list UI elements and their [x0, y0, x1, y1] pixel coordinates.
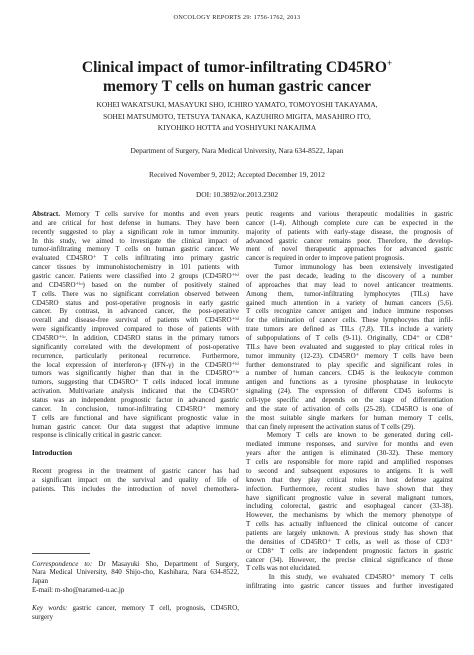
body-line: the most suitable single markers for human memory T cells, [246, 413, 453, 422]
body-line: to second and subsequent exposures to antigens. It is well [246, 466, 453, 475]
body-line: infiltrating into gastric cancer tissues and further investigated [246, 582, 453, 591]
body-line: known that they play critical roles in host defense against [246, 475, 453, 484]
correspondence-line: Correspondence to: Dr Masayuki Sho, Department of Surgery, [32, 559, 239, 568]
left-column [32, 210, 239, 622]
abstract-line: CD45RO⁺ˡᵒ. In addition, CD45RO status in the primary tumors [32, 334, 239, 343]
body-line: Tumor immunology has been extensively investigated [246, 263, 453, 272]
title-superscript: + [386, 57, 393, 68]
abstract-line: status was an independent prognostic factor in advanced gastric [32, 396, 239, 405]
body-line: majority of patients with early-stage disease, the prognosis of [246, 227, 453, 236]
abstract [32, 210, 239, 440]
abstract-line: evaluated CD45RO⁺ T cells infiltrating into primary gastric [32, 254, 239, 263]
abstract-line: overall and disease-free survival of patients with CD45RO⁺ʰⁱ [32, 316, 239, 325]
abstract-line: cancer. By contrast, in advanced cancer, the post-operative [32, 307, 239, 316]
body-line: a number of human cancers. CD45 is the leukocyte common [246, 369, 453, 378]
correspondence-line: Japan [32, 577, 49, 586]
body-line: gained much attention in a variety of human cancers (5,6). [246, 298, 453, 307]
introduction-text [32, 467, 239, 494]
abstract-line: Abstract. Memory T cells survive for months and even years [32, 210, 239, 218]
keywords-label: Key words: [32, 603, 68, 612]
abstract-line: tumors was significantly higher than that in the CD45RO⁺ˡᵒ [32, 369, 239, 378]
body-line: years after the antigen is eliminated (30-32). These memory [246, 449, 453, 458]
body-line: mediated immune responses, and survive for months and even [246, 440, 453, 449]
body-line: including colorectal, gastric and esophageal cancer (33-38). [246, 502, 453, 511]
body-line: tumor immunity (12-23). CD45RO⁺ memory T cells have been [246, 351, 453, 360]
body-line: In this study, we evaluated CD45RO⁺ memory T cells [246, 573, 453, 582]
abstract-line: human gastric cancer. Our data suggest that adaptive immune [32, 422, 239, 431]
body-line: or CD8⁺ T cells are independent prognostic factors in gastric [246, 546, 453, 555]
abstract-line: cancer. In conclusion, tumor-infiltrating CD45RO⁺ memory [32, 404, 239, 413]
body-line: Memory T cells are known to be generated during cell- [246, 431, 453, 440]
body-line: advanced gastric cancer remains poor. Therefore, the develop- [246, 236, 453, 245]
body-line: have significant prognostic value in several malignant tumors, [246, 493, 453, 502]
body-line: T cells has actually influenced the clinical outcome of cancer [246, 520, 453, 529]
correspondence-line: Nara Medical University, 840 Shijo-cho, Kashihara, Nara 634-8522, [32, 568, 239, 577]
body-line: cancer (34). However, the precise clinical significance of those [246, 555, 453, 564]
body-line: T cells are responsible for more rapid and amplified responses [246, 458, 453, 467]
body-line: antigen and functions as a tyrosine phosphatase in leukocyte [246, 378, 453, 387]
body-line: that can finely represent the activation status of T cells (29). [246, 422, 416, 431]
doi: DOI: 10.3892/or.2013.2302 [195, 190, 279, 199]
correspondence-footnote [32, 560, 239, 595]
body-line: infection. Furthermore, recent studies have shown that they [246, 484, 453, 493]
abstract-line: CD45RO status and post-operative prognosis in early gastric [32, 298, 239, 307]
footnote-rule [32, 553, 90, 554]
body-line: peutic reagents and various therapeutic modalities in gastric [246, 210, 453, 218]
abstract-line: T cells are functional and have significant prognostic value in [32, 413, 239, 422]
abstract-line: In this study, we aimed to investigate the clinical impact of [32, 236, 239, 245]
abstract-line: response is clinically critical in gastric cancer. [32, 431, 162, 440]
body-line: cell-type specific and depends on the stage of differentiation [246, 396, 453, 405]
body-line: cancer (1-4). Although complete cure can be expected in the [246, 218, 453, 227]
abstract-label: Abstract. [32, 210, 60, 218]
abstract-line: recurrence, particularly peritoneal recurrence. Furthermore, [32, 351, 239, 360]
body-line: trate tumors are defined as TILs (7,8). TILs include a variety [246, 325, 453, 334]
body-line: signaling (24). The expression of different CD45 isoforms is [246, 387, 453, 396]
affiliation: Department of Surgery, Nara Medical University, Nara 634-8522, Japan [130, 146, 344, 155]
abstract-line: the local expression of interferon-γ (IFN-γ) in the CD45RO⁺ʰⁱ [32, 360, 239, 369]
body-line: of approaches that may lead to novel anticancer treatments. [246, 280, 453, 289]
body-line: for the elimination of cancer cells. These lymphocytes that infil- [246, 316, 453, 325]
author-line: KOHEI WAKATSUKI, MASAYUKI SHO, ICHIRO YAMATO, TOMOYOSHI TAKAYAMA, [96, 100, 378, 109]
author-line: KIYOHIKO HOTTA and YOSHIYUKI NAKAJIMA [157, 123, 317, 133]
abstract-line: and are critical for host defense in humans. They have been [32, 218, 239, 227]
body-line: and the state of activation of cells (25-28). CD45RO is one of [246, 404, 453, 413]
title-line-2: memory T cells on human gastric cancer [102, 78, 372, 95]
abstract-line: were significantly improved compared to those of patients with [32, 325, 239, 334]
author-list [25, 99, 449, 134]
email-line: E-mail: m-sho@naramed-u.ac.jp [32, 586, 125, 595]
body-line: further demonstrated to play specific and significant roles in [246, 360, 453, 369]
body-line: However, the mechanisms by which the memory phenotype of [246, 511, 453, 520]
author-line: SOHEI MATSUMOTO, TETSUYA TANAKA, KAZUHIRO MIGITA, MASAHIRO ITO, [103, 111, 371, 121]
intro-line: patients. This includes the introduction of novel chemothera- [32, 484, 239, 493]
abstract-line: recently suggested to play a significant role in tumor immunity. [32, 227, 239, 236]
received-accepted-dates: Received November 9, 2012; Accepted December 19, 2012 [149, 170, 325, 179]
body-line: cancer is required in order to improve patient prognosis. [246, 254, 405, 263]
right-column [246, 210, 453, 591]
intro-line: a significant impact on the survival and quality of life of [32, 475, 239, 484]
title-line-1: Clinical impact of tumor-infiltrating CD45RO [81, 59, 387, 76]
intro-line: Recent progress in the treatment of gastric cancer has had [32, 466, 239, 475]
body-line: of subpopulations of T cells (9-11). Originally, CD4⁺ or CD8⁺ [246, 334, 453, 343]
correspondence-label: Correspondence to: [32, 559, 93, 568]
body-line: TILs have been evaluated and suggested to play critical roles in [246, 342, 453, 351]
introduction-heading: Introduction [32, 448, 73, 458]
abstract-line: cancer tissues by immunohistochemistry in 101 patients with [32, 263, 239, 272]
abstract-line: gastric cancer. Patients were classified into 2 groups (CD45RO⁺ʰⁱ [32, 272, 239, 281]
keywords-footnote [32, 604, 239, 622]
body-line: ment of novel therapeutic approaches for advanced gastric [246, 245, 453, 254]
abstract-line: T cells. There was no significant correlation observed between [32, 289, 239, 298]
keywords-line: surgery [32, 612, 54, 621]
running-head: ONCOLOGY REPORTS 29: 1756-1762, 2013 [173, 14, 301, 21]
abstract-line: activation. Multivariate analysis indicated that the CD45RO⁺ [32, 387, 239, 396]
abstract-line: significantly correlated with the development of post-operative [32, 342, 239, 351]
body-line: the densities of CD45RO⁺ T cells, as well as those of CD3⁺ [246, 537, 453, 546]
body-line: T cells was not elucidated. [246, 564, 321, 573]
abstract-line: tumor-infiltrating memory T cells on human gastric cancer. We [32, 245, 239, 254]
paper-title [30, 58, 444, 96]
keywords-line: Key words: gastric cancer, memory T cell, prognosis, CD45RO, [32, 603, 239, 612]
abstract-line: and CD45RO⁺ˡᵒ) based on the number of positively stained [32, 280, 239, 289]
body-line: patients are largely unknown. A previous study has shown that [246, 528, 453, 537]
body-line: T cells recognize cancer antigen and induce immune responses [246, 307, 453, 316]
body-line: Among them, tumor-infiltrating lymphocytes (TILs) have [246, 289, 453, 298]
abstract-line: tumors, suggesting that CD45RO⁺ T cells induced local immune [32, 378, 239, 387]
body-line: over the past decade, leading to the discovery of a number [246, 272, 453, 281]
